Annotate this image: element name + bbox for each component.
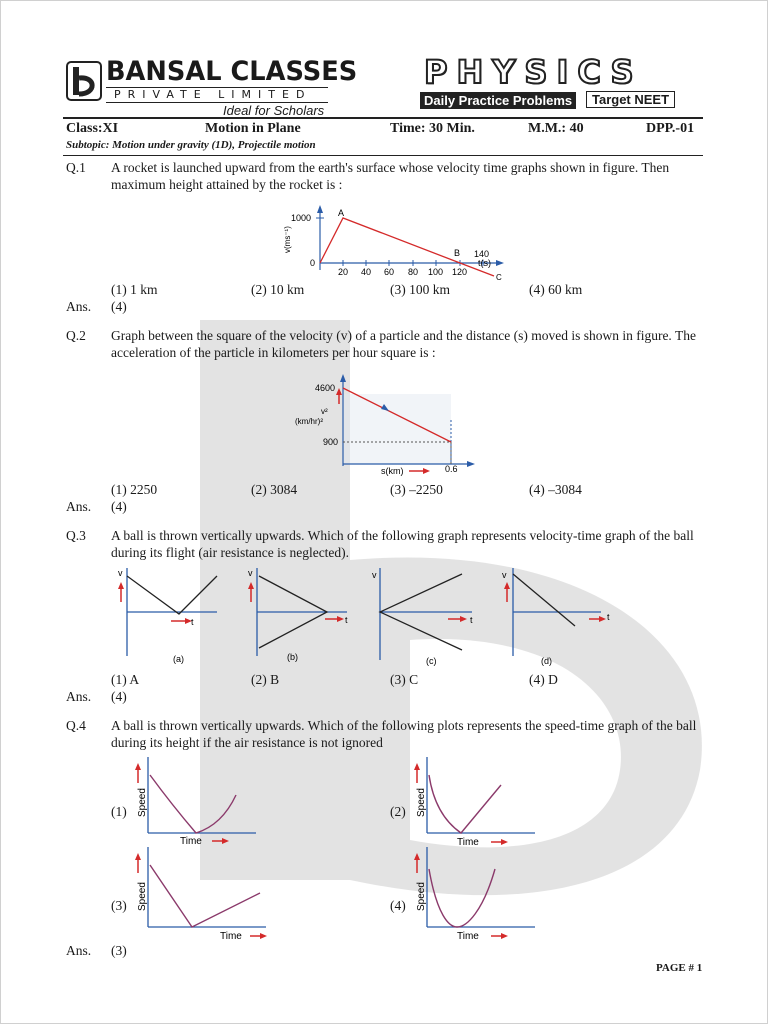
q3-text: A ball is thrown vertically upwards. Which of the following graph represents velocity-time graph of the ball during its flight (air resistance is neglected). <box>111 528 694 560</box>
q4-3-curve <box>150 865 260 927</box>
q4-2-curve <box>429 775 501 833</box>
q2-text: Graph between the square of the velocity (v) of a particle and the distance (s) moved is shown in figure. The acceleration of the particle in kilometers per hour square is : <box>111 328 696 360</box>
q3-caption-b: (b) <box>287 652 298 662</box>
q3-b-v: v <box>248 568 253 578</box>
q3-caption-c: (c) <box>426 656 437 666</box>
q4-option-3: (3) <box>111 898 127 913</box>
q1-tick-120: 120 <box>452 267 468 277</box>
tagline: Ideal for Scholars <box>223 103 325 118</box>
q1-tick-20: 20 <box>338 267 349 277</box>
q4-plot-4 <box>411 845 541 943</box>
q1-tick-140: 140 <box>474 249 490 259</box>
q1-number: Q.1 <box>66 160 86 175</box>
q1-tick-40: 40 <box>361 267 372 277</box>
brand-subtitle: PRIVATE LIMITED <box>114 88 312 101</box>
q4-1-y-label: Speed <box>137 788 148 817</box>
bansal-logo-icon <box>66 61 102 101</box>
brand-sub-box <box>106 87 328 103</box>
q2-number: Q.2 <box>66 328 86 343</box>
q1-tick-60: 60 <box>384 267 395 277</box>
brand-name: BANSAL CLASSES <box>106 56 358 87</box>
q4-4-x-label: Time <box>457 931 479 942</box>
time-label: Time: 30 Min. <box>390 121 475 136</box>
q2-v2s-graph <box>285 372 485 480</box>
q3-graph-d <box>497 564 617 668</box>
q2-ans-label: Ans. <box>66 499 92 514</box>
q2-answer: (4) <box>111 499 127 514</box>
q3-answer: (4) <box>111 689 127 704</box>
q3-graph-a <box>113 564 223 668</box>
q3-caption-a: (a) <box>173 654 184 664</box>
q4-2-y-label: Speed <box>416 788 427 817</box>
q1-ans-label: Ans. <box>66 299 92 314</box>
q2-x-tick: 0.6 <box>445 464 458 474</box>
q3-c-t: t <box>470 615 473 625</box>
q3-option-1: (1) A <box>111 672 140 687</box>
q3-d-v: v <box>502 570 507 580</box>
q3-option-4: (4) D <box>529 672 558 687</box>
marks-label: M.M.: 40 <box>528 121 584 136</box>
subject-title: PHYSICS <box>424 53 643 91</box>
q1-option-1: (1) 1 km <box>111 282 158 297</box>
topic-label: Motion in Plane <box>205 121 301 136</box>
q2-y-top: 4600 <box>315 383 336 393</box>
q3-c-v: v <box>372 570 377 580</box>
q3-caption-d: (d) <box>541 656 552 666</box>
q1-x-label: t(s) <box>478 258 491 268</box>
subtopic-rule <box>63 155 703 156</box>
q1-option-4: (4) 60 km <box>529 282 583 297</box>
q2-option-3: (3) –2250 <box>390 482 443 497</box>
q1-answer: (4) <box>111 299 127 314</box>
q1-point-b: B <box>454 248 461 258</box>
class-label: Class:XI <box>66 121 119 136</box>
q3-a-t: t <box>191 617 194 627</box>
q4-ans-label: Ans. <box>66 943 92 958</box>
q3-option-3: (3) C <box>390 672 419 687</box>
q4-plot-3 <box>132 845 272 943</box>
q1-vt-graph <box>280 205 510 287</box>
q1-y-tick: 1000 <box>291 213 312 223</box>
dpp-number: DPP.-01 <box>646 121 695 136</box>
q1-text: A rocket is launched upward from the earth's surface whose velocity time graphs shown in figure. Then maximum height attained by the rocket is : <box>111 160 670 192</box>
q1-y-label: v(ms⁻¹) <box>283 226 292 253</box>
q3-number: Q.3 <box>66 528 86 543</box>
q4-3-y-label: Speed <box>137 882 148 911</box>
q4-option-1: (1) <box>111 804 127 819</box>
q3-d-curve <box>513 574 575 626</box>
q1-origin: 0 <box>310 258 316 268</box>
q4-1-x-label: Time <box>180 836 202 847</box>
q2-x-label: s(km) <box>381 466 404 476</box>
target-label: Target NEET <box>586 91 675 108</box>
q2-option-4: (4) –3084 <box>529 482 582 497</box>
q2-option-2: (2) 3084 <box>251 482 298 497</box>
q1-tick-80: 80 <box>408 267 419 277</box>
q1-option-3: (3) 100 km <box>390 282 450 297</box>
page-number: PAGE # 1 <box>656 962 703 974</box>
q4-2-x-label: Time <box>457 837 479 848</box>
q2-y-label-1: v² <box>321 407 328 416</box>
q4-option-4: (4) <box>390 898 406 913</box>
q2-option-1: (1) 2250 <box>111 482 158 497</box>
q4-text: A ball is thrown vertically upwards. Which of the following plots represents the speed-time graph of the ball during its height if the air resistance is not ignored <box>111 718 697 750</box>
q1-tick-100: 100 <box>428 267 444 277</box>
q4-plot-1 <box>132 755 262 851</box>
q1-option-2: (2) 10 km <box>251 282 305 297</box>
q4-3-x-label: Time <box>220 931 242 942</box>
q4-plot-2 <box>411 755 541 851</box>
subtopic: Subtopic: Motion under gravity (1D), Projectile motion <box>66 139 316 151</box>
q2-y-label-2: (km/hr)² <box>295 417 323 426</box>
q2-y-low: 900 <box>323 437 339 447</box>
q3-a-curve <box>127 576 217 614</box>
q4-4-curve <box>429 869 495 927</box>
q1-point-c: C <box>496 273 502 282</box>
q3-option-2: (2) B <box>251 672 280 687</box>
q3-d-t: t <box>607 612 610 622</box>
q3-ans-label: Ans. <box>66 689 92 704</box>
q3-b-t: t <box>345 615 348 625</box>
q1-point-a: A <box>338 208 345 218</box>
q4-answer: (3) <box>111 943 127 958</box>
q4-1-curve <box>150 775 236 833</box>
dpp-label: Daily Practice Problems <box>420 92 576 109</box>
q4-option-2: (2) <box>390 804 406 819</box>
q3-a-v: v <box>118 568 123 578</box>
header-rule <box>63 117 703 119</box>
q4-number: Q.4 <box>66 718 86 733</box>
q3-graph-c <box>368 564 478 668</box>
q3-graph-b <box>243 564 353 668</box>
q4-4-y-label: Speed <box>416 882 427 911</box>
